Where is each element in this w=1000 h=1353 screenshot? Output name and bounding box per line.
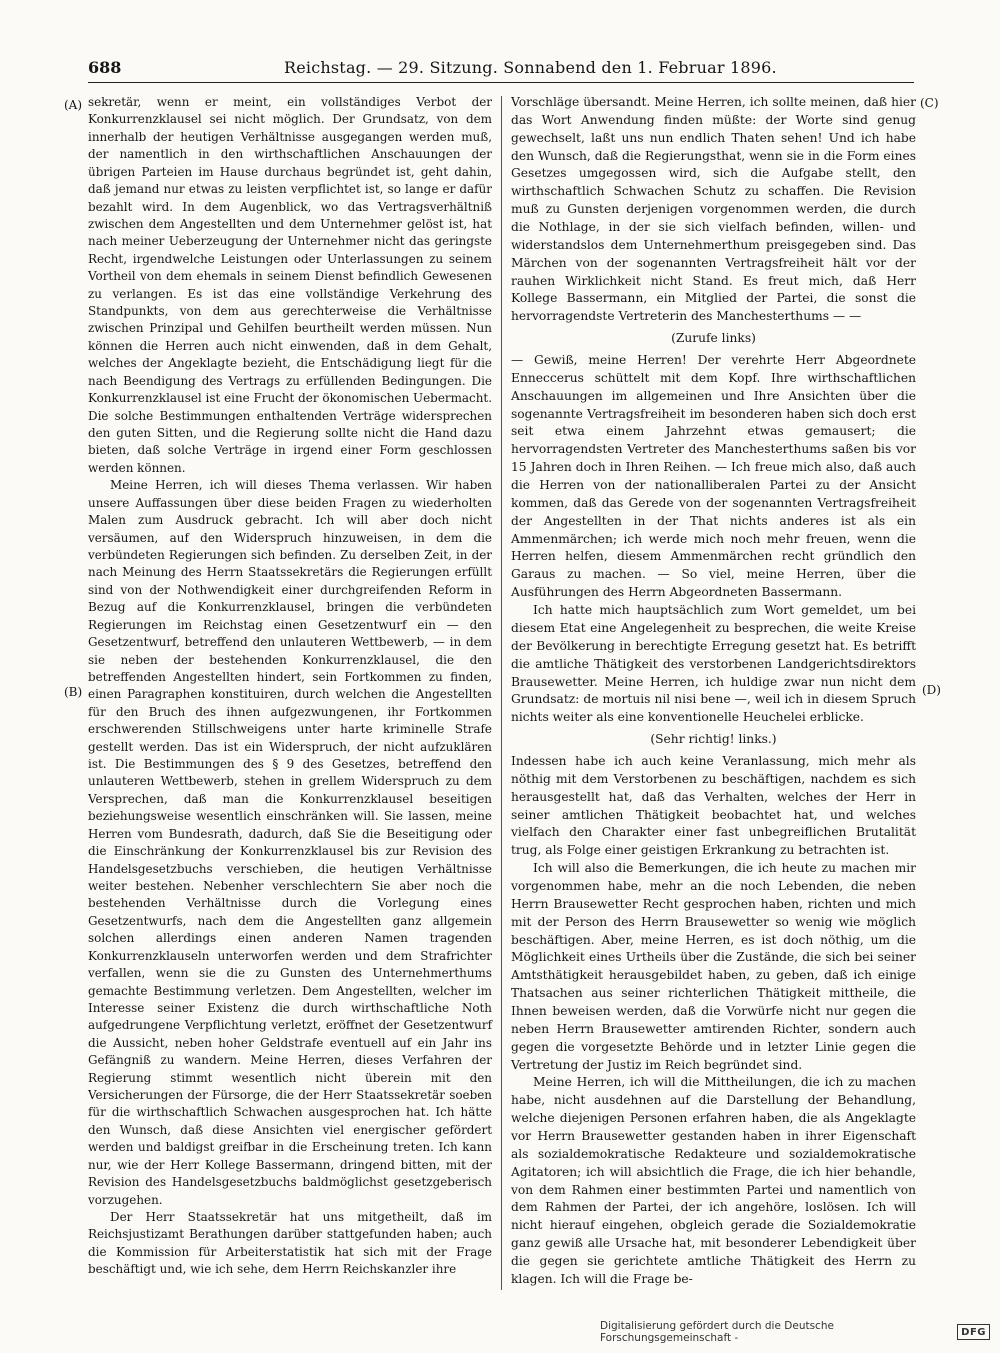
dfg-logo-icon: DFG <box>957 1324 990 1340</box>
paragraph: Ich will also die Bemerkungen, die ich heute zu machen mir vorgenommen habe, mehr an die noch Lebenden, die neben Herrn Brausewetter Recht gesprochen haben, richten und mich mit der Person des Herrn Brausewetter so wenig wie möglich beschäftigen. Aber, meine Herren, es ist doch nöthig, um die Möglichkeit eines Urtheils über die Zustände, die sich bei seiner Amtsthätigkeit herausgebildet haben, zu geben, daß ich einige Thatsachen aus seiner richterlichen Thätigkeit mittheile, die Ihnen beweisen werden, daß die Vorwürfe nicht nur gegen die neben Herrn Brausewetter amtirenden Richter, sondern auch gegen die vorgesetzte Behörde und in letzter Linie gegen die Vertretung der Justiz im Reich begründet sind. <box>511 861 916 1072</box>
interjection: (Zurufe links) <box>671 331 756 346</box>
paragraph: Vorschläge übersandt. Meine Herren, ich sollte meinen, daß hier das Wort Anwendung finden müßte: der Worte sind genug gewechselt, laßt uns nun endlich Thaten sehen! Und ich habe den Wunsch, daß die Regierungsthat, wenn sie in die Form eines Gesetzes umgegossen wird, sich die Aufgabe stellt, den wirthschaftlich Schwachen Schutz zu schaffen. Die Revision muß zu Gunsten derjenigen vorgenommen werden, die durch die Nothlage, in der sie sich vielfach befinden, willen- und widerstandslos dem Unternehmerthum preisgegeben sind. Das Märchen von der sogenannten Vertragsfreiheit hält vor der rauhen Wirklichkeit nicht Stand. Es freut mich, daß Herr Kollege Bassermann, ein Mitglied der Partei, die sonst die hervorragendste Vertreterin des Manchesterthums — — <box>511 95 916 324</box>
paragraph: Indessen habe ich auch keine Veranlassung, mich mehr als nöthig mit dem Verstorbenen zu beschäftigen, nachdem es sich herausgestellt hat, daß das Verhalten, welches der Herr in seiner amtlichen Thätigkeit beobachtet hat, und welches vielfach den Charakter einer fast unbegreiflichen Brutalität trug, als Folge einer geistigen Erkrankung zu betrachten ist. <box>511 753 916 858</box>
digitization-credit <box>600 1322 990 1342</box>
paragraph: Ich hatte mich hauptsächlich zum Wort gemeldet, um bei diesem Etat eine Angelegenheit zu besprechen, die weite Kreise der Bevölkerung in berechtigte Erregung gesetzt hat. Es betrifft die amtliche Thätigkeit des verstorbenen Landgerichtsdirektors Brausewetter. Meine Herren, ich huldige zwar nun nicht dem Grundsatz: de mortuis nil nisi bene —, weil ich in diesem Spruch nichts weiter als eine konventionelle Heuchelei erblicke. <box>511 603 916 725</box>
paragraph: Meine Herren, ich will dieses Thema verlassen. Wir haben unsere Auffassungen über diese beiden Fragen zu wiederholten Malen zum Ausdruck gebracht. Ich will aber doch nicht versäumen, auf den Widerspruch hinzuweisen, in dem die verbündeten Regierungen sich befinden. Zu derselben Zeit, in der nach Meinung des Herrn Staatssekretärs die Regierungen erfüllt sind von der Nothwendigkeit einer durchgreifenden Reform in Bezug auf die Konkurrenzklausel, bringen die verbündeten Regierungen im Reichstag einen Gesetzentwurf ein — den Gesetzentwurf, betreffend den unlauteren Wettbewerb, — in dem sie neben der bestehenden Konkurrenzklausel, die den betreffenden Angestellten hindert, sein Fortkommen zu finden, einen Paragraphen konstituiren, durch welchen die Angestellten für den Bruch des ihnen aufgezwungenen, ihr Fortkommen erschwerenden Stillschweigens unter harte kriminelle Strafe gestellt werden. Das ist ein Widerspruch, der nicht aufzuklären ist. Die Bestimmungen des § 9 des Gesetzes, betreffend den unlauteren Wettbewerb, stehen in grellem Widerspruch zu dem Versprechen, daß man die Konkurrenzklausel beseitigen beziehungsweise wesentlich einschränken will. Sie lassen, meine Herren vom Bundesrath, dadurch, daß Sie die Beseitigung oder die Einschränkung der Konkurrenzklausel bis zur Revision des Handelsgesetzbuchs verschieben, die heutigen Verhältnisse weiter bestehen. Nebenher verschlechtern Sie aber noch die bestehenden Verhältnisse durch die Vorlegung eines Gesetzentwurfs, nach dem die Angestellten ganz allgemein solchen allerdings einen anderen Namen tragenden Konkurrenzklauseln unterworfen werden und dem Strafrichter verfallen, wenn sie die zu Gunsten des Unternehmerthums gemachte Bestimmung verletzen. Dem Angestellten, welcher im Interesse seiner Existenz die durch wirthschaftliche Noth aufgedrungene Verpflichtung verletzt, eröffnet der Gesetzentwurf die Aussicht, neben hoher Geldstrafe eventuell auf ein Jahr ins Gefängniß zu wandern. Meine Herren, dieses Verfahren der Regierung stimmt wesentlich nicht überein mit den Versicherungen der Fürsorge, die der Herr Staatssekretär soeben für die wirthschaftlich Schwachen ausgesprochen hat. Ich hätte den Wunsch, daß diese Ansichten viel energischer gefördert werden und baldigst greifbar in die Erscheinung treten. Ich kann nur, wie der Herr Kollege Bassermann, dringend bitten, mit der Revision des Handelsgesetzbuchs baldmöglichst gesetzgeberisch vorzugehen. <box>88 478 492 1207</box>
margin-mark-b: (B) <box>64 685 83 699</box>
paragraph: — Gewiß, meine Herren! Der verehrte Herr Abgeordnete Enneccerus schüttelt mit dem Kopf. Ihre wirthschaftlichen Anschauungen im allgemeinen und Ihre Ansichten über die sogenannte Vertragsfreiheit im besonderen haben sich doch erst seit etwa einem Jahrzehnt etwas gemausert; die hervorragendsten Vertreter des Manchesterthums saßen bis vor 15 Jahren doch in Ihren Reihen. — Ich freue mich also, daß auch die Herren von der nationalliberalen Partei zu der Ansicht kommen, daß das Gerede von der sogenannten Vertragsfreiheit der Angestellten in der That nichts anderes ist als ein Ammenmärchen; ich werde mich noch mehr freuen, wenn die Herren helfen, diesem Ammenmärchen recht gründlich den Garaus zu machen. — So viel, meine Herren, über die Ausführungen des Herrn Abgeordneten Bassermann. <box>511 353 916 600</box>
paragraph: Der Herr Staatssekretär hat uns mitgetheilt, daß im Reichsjustizamt Berathungen darüber stattgefunden haben; auch die Kommission für Arbeiterstatistik hat sich mit der Frage beschäftigt und, wie ich sehe, dem Herrn Reichskanzler ihre <box>88 1210 492 1277</box>
interjection: (Sehr richtig! links.) <box>650 732 777 747</box>
paragraph: sekretär, wenn er meint, ein vollständiges Verbot der Konkurrenzklausel sei nicht möglich. Der Grundsatz, von dem innerhalb der heutigen Verhältnisse ausgegangen werden muß, der namentlich in den wirthschaftlichen Anschauungen der übrigen Parteien im Hause durchaus begründet ist, geht dahin, daß jemand nur etwas zu leisten verpflichtet ist, so lange er dafür bezahlt wird. In dem Augenblick, wo das Vertragsverhältniß zwischen dem Angestellten und dem Unternehmer gelöst ist, hat nach meiner Ueberzeugung der Unternehmer nicht das geringste Recht, irgendwelche Leistungen oder Unterlassungen zu seinem Vortheil von dem ehemals in seinem Dienst befindlich Gewesenen zu verlangen. Es ist das eine vollständige Verkehrung des Standpunkts, von dem aus gerechterweise die Verhältnisse zwischen Prinzipal und Gehilfen beurtheilt werden müssen. Nun können die Herren auch nicht einwenden, daß in dem Gehalt, welches der Angeklagte bezieht, die Entschädigung liegt für die nach Beendigung des Vertrags zu erfüllenden Bedingungen. Die Konkurrenzklausel ist eine Frucht der ökonomischen Uebermacht. Die solche Bestimmungen enthaltenden Verträge widersprechen den guten Sitten, und die Regierung sollte nicht die Hand dazu bieten, daß solche Verträge in irgend einer Form geschlossen werden können. <box>88 95 492 475</box>
credit-text: Digitalisierung gefördert durch die Deutsche Forschungsgemeinschaft - <box>600 1320 834 1344</box>
header-rule <box>88 82 914 83</box>
left-column <box>88 94 492 1279</box>
running-head: Reichstag. — 29. Sitzung. Sonnabend den 1. Februar 1896. <box>284 58 777 77</box>
margin-mark-c: (C) <box>920 96 939 110</box>
paragraph: Meine Herren, ich will die Mittheilungen, die ich zu machen habe, nicht ausdehnen auf die Darstellung der Behandlung, welche diejenigen Personen erfahren haben, die als Angeklagte vor Herrn Brausewetter gestanden haben in ihrer Eigenschaft als sozialdemokratische Redakteure und sozialdemokratische Agitatoren; ich will absichtlich die Frage, die ich hier behandle, von dem Rahmen einer bestimmten Partei und namentlich von dem Rahmen der Partei, der ich angehöre, loslösen. Ich will nicht hierauf eingehen, obgleich gerade die Sozialdemokratie ganz gewiß alle Ursache hat, mit besonderer Lebendigkeit über die gegen sie gerichtete amtliche Thätigkeit des Herrn zu klagen. Ich will die Frage be- <box>511 1075 916 1286</box>
page-number: 688 <box>88 58 122 77</box>
right-column <box>511 94 916 1289</box>
margin-mark-d: (D) <box>922 683 941 697</box>
margin-mark-a: (A) <box>64 98 83 112</box>
column-divider <box>501 96 502 1290</box>
page-header <box>88 56 914 80</box>
